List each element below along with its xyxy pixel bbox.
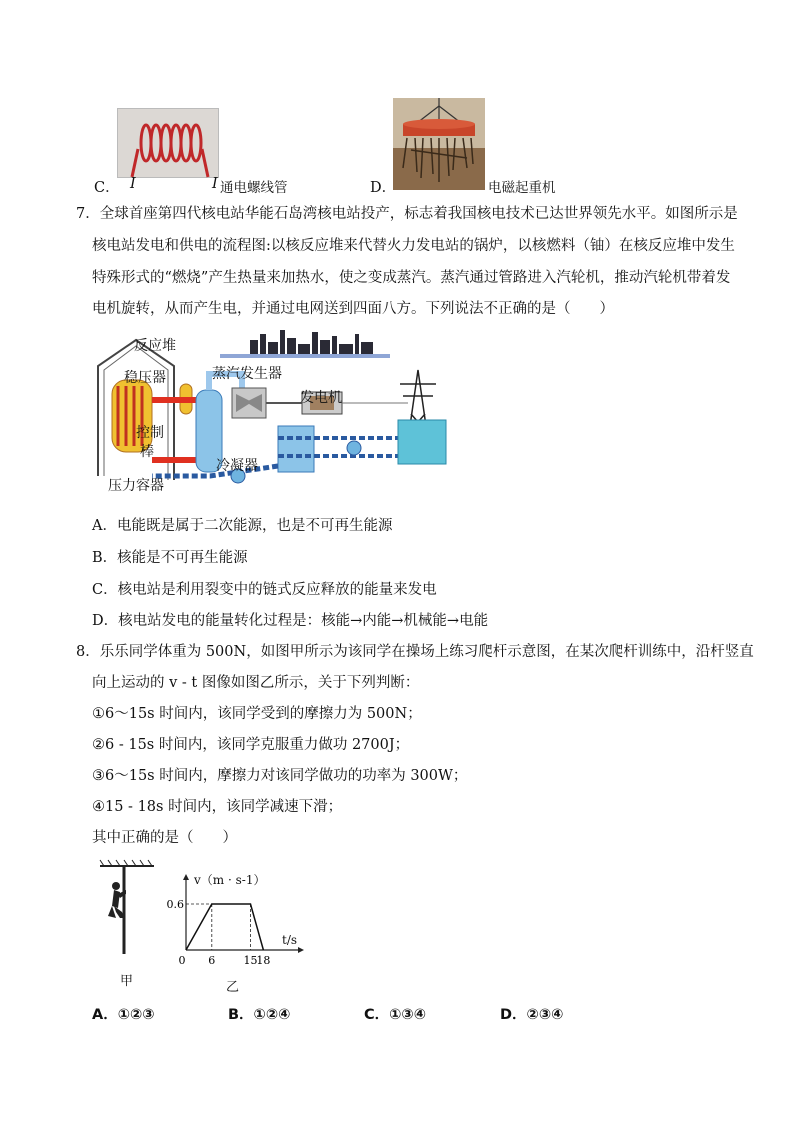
q7-option-c: C．核电站是利用裂变中的链式反应释放的能量来发电 xyxy=(92,582,437,598)
q8-question: 其中正确的是（ ） xyxy=(92,830,237,846)
vt-y-arrow xyxy=(183,874,189,880)
option-d-label: D． xyxy=(370,180,397,196)
label-condenser: 冷凝器 xyxy=(216,458,258,474)
q7-stem-line-1: 7．全球首座第四代核电站华能石岛湾核电站投产，标志着我国核电技术已达世界领先水平。如图所示是 xyxy=(76,206,738,222)
vt-x-axis-label: t/s xyxy=(282,933,298,947)
label-pressure-vessel: 压力容器 xyxy=(108,478,164,494)
q8-statement-3: ③6～15s 时间内，摩擦力对该同学做功的功率为 300W； xyxy=(92,768,468,784)
option-c-text: 通电螺线管 xyxy=(220,180,288,196)
q8-statement-2: ②6 - 15s 时间内，该同学克服重力做功 2700J； xyxy=(92,737,410,753)
q7-option-b: B．核能是不可再生能源 xyxy=(92,550,248,566)
current-label-left: I xyxy=(130,176,136,192)
vt-guides xyxy=(186,904,251,950)
label-pressurizer: 稳压器 xyxy=(124,370,166,386)
figure-jia xyxy=(96,860,158,990)
vt-x-tick-6: 6 xyxy=(208,954,216,967)
q8-option-d: D．②③④ xyxy=(500,1007,564,1023)
option-c-label: C． xyxy=(94,180,120,196)
current-label-right: I xyxy=(212,176,218,192)
q8-stem-line-2: 向上运动的 v - t 图像如图乙所示，关于下列判断： xyxy=(92,675,420,691)
q8-option-b: B．①②④ xyxy=(228,1007,291,1023)
label-control-rod-2: 棒 xyxy=(140,444,154,460)
figure-yi xyxy=(166,866,310,996)
vt-y-axis-label: v（m · s-1） xyxy=(194,873,266,887)
q7-stem-line-2: 核电站发电和供电的流程图:以核反应堆来代替火力发电站的锅炉，以核燃料（铀）在核反应堆中发生 xyxy=(92,238,735,254)
q7-stem-line-4: 电机旋转，从而产生电，并通过电网送到四面八方。下列说法不正确的是（ ） xyxy=(92,301,614,317)
label-generator: 发电机 xyxy=(300,390,342,406)
vt-ticks xyxy=(167,898,271,967)
vt-x-tick-0: 0 xyxy=(178,954,186,967)
q7-option-a: A．电能既是属于二次能源，也是不可再生能源 xyxy=(92,518,393,534)
q8-statement-1: ①6～15s 时间内，该同学受到的摩擦力为 500N； xyxy=(92,706,422,722)
q7-stem-line-3: 特殊形式的“燃烧”产生热量来加热水，使之变成蒸汽。蒸汽通过管路进入汽轮机，推动汽轮机带着发 xyxy=(92,270,731,286)
label-control-rod-1: 控制 xyxy=(136,425,164,441)
label-reactor: 反应堆 xyxy=(134,338,176,354)
label-steam-generator: 蒸汽发生器 xyxy=(212,366,282,382)
vt-x-tick-18: 18 xyxy=(256,954,271,967)
vt-series-line xyxy=(186,904,263,950)
nuclear-plant-diagram xyxy=(92,330,452,496)
q8-option-c: C．①③④ xyxy=(364,1007,426,1023)
q7-option-d: D．核电站发电的能量转化过程是：核能→内能→机械能→电能 xyxy=(92,613,489,629)
label-jia: 甲 xyxy=(120,974,134,989)
q8-statement-4: ④15 - 18s 时间内，该同学减速下滑； xyxy=(92,799,343,815)
solenoid-photo xyxy=(117,108,219,178)
option-d-text: 电磁起重机 xyxy=(488,180,556,196)
crane-photo xyxy=(393,98,485,190)
vt-y-tick-0.6: 0.6 xyxy=(166,898,184,911)
label-yi: 乙 xyxy=(226,980,240,995)
vt-x-arrow xyxy=(298,947,304,953)
q8-option-a: A．①②③ xyxy=(92,1007,155,1023)
electromagnet-crane-icon xyxy=(393,98,485,190)
pole-climber-icon xyxy=(96,860,158,960)
solenoid-icon xyxy=(118,109,218,177)
q8-stem-line-1: 8．乐乐同学体重为 500N，如图甲所示为该同学在操场上练习爬杆示意图，在某次爬杆训练中，沿杆竖直 xyxy=(76,644,754,660)
vt-x-tick-15: 15 xyxy=(243,954,258,967)
